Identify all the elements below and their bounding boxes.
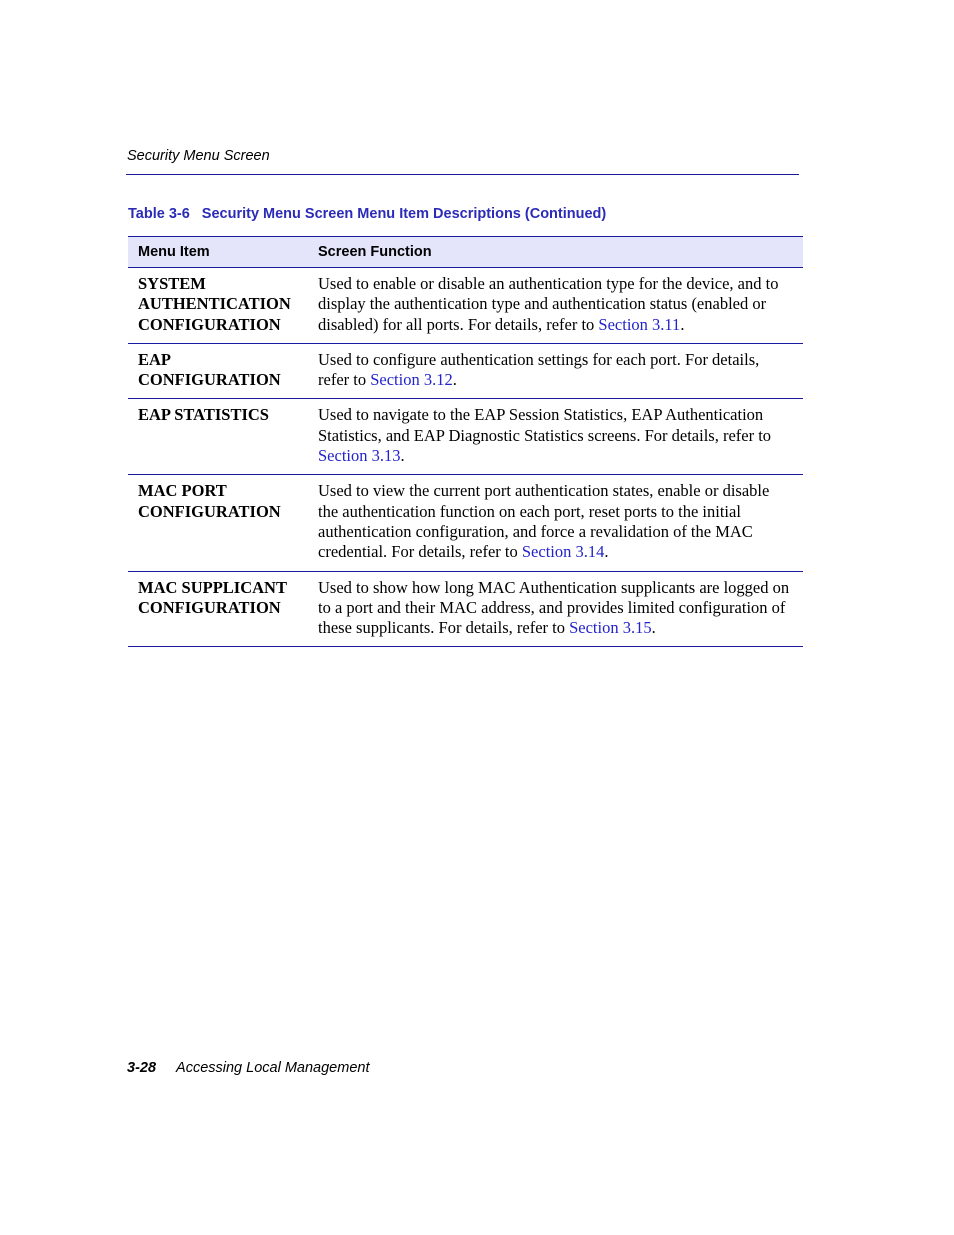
- chapter-title: Accessing Local Management: [176, 1060, 370, 1076]
- menu-item-line: EAP: [138, 349, 171, 369]
- menu-item-line: MAC PORT: [138, 481, 227, 501]
- section-link[interactable]: Section 3.11: [598, 314, 681, 334]
- function-suffix: .: [400, 446, 405, 466]
- section-link[interactable]: Section 3.15: [569, 618, 652, 638]
- page-number: 3-28: [127, 1060, 157, 1076]
- running-header: Security Menu Screen: [127, 148, 270, 164]
- screen-function-cell: [308, 268, 803, 344]
- section-link[interactable]: Section 3.14: [521, 542, 605, 562]
- section-link[interactable]: Section 3.12: [370, 370, 453, 390]
- menu-item-line: SYSTEM: [138, 274, 206, 293]
- table-row: [128, 475, 803, 571]
- function-text: Used to navigate to the EAP Session Statistics, EAP Authentication Statistics, and EAP Diagnostic Statistics screens. For details, refer to: [318, 405, 772, 445]
- menu-item-line: CONFIGURATION: [138, 501, 281, 521]
- table-row: [128, 571, 803, 647]
- column-header-screen-function: Screen Function: [308, 237, 803, 268]
- menu-item-line: CONFIGURATION: [138, 597, 281, 617]
- table-row: [128, 268, 803, 344]
- menu-item-cell: [128, 571, 308, 647]
- table-number: Table 3-6: [128, 206, 190, 222]
- column-header-menu-item: Menu Item: [128, 237, 308, 268]
- menu-item-cell: [128, 399, 308, 475]
- table-header-row: [128, 237, 803, 268]
- function-suffix: .: [604, 542, 609, 562]
- page-footer: [127, 1060, 369, 1076]
- function-suffix: .: [651, 618, 656, 638]
- screen-function-cell: [308, 399, 803, 475]
- menu-item-line: CONFIGURATION: [138, 370, 281, 390]
- table-row: [128, 343, 803, 399]
- description-table: [128, 236, 803, 647]
- menu-item-cell: [128, 343, 308, 399]
- function-suffix: .: [452, 370, 457, 390]
- menu-item-line: CONFIGURATION: [138, 314, 281, 334]
- function-text: Used to view the current port authentication states, enable or disable the authentication function on each port, reset ports to the initial authentication configuration, and force a revalidation of the MAC credential. For details, refer to: [318, 481, 770, 562]
- function-text: Used to configure authentication settings for each port. For details, refer to: [318, 349, 760, 390]
- screen-function-cell: [308, 571, 803, 647]
- menu-item-line: EAP STATISTICS: [138, 405, 269, 425]
- function-text: Used to enable or disable an authentication type for the device, and to display the authentication type and authentication status (enabled or disabled) for all ports. For details, refer to: [318, 274, 779, 334]
- header-rule: [126, 174, 799, 175]
- menu-item-line: MAC SUPPLICANT: [138, 577, 287, 597]
- table-title: Security Menu Screen Menu Item Descriptions (Continued): [201, 206, 607, 222]
- menu-item-cell: [128, 475, 308, 571]
- menu-item-line: AUTHENTICATION: [138, 294, 291, 314]
- table-row: [128, 399, 803, 475]
- function-suffix: .: [680, 314, 685, 334]
- section-link[interactable]: Section 3.13: [318, 446, 401, 466]
- screen-function-cell: [308, 475, 803, 571]
- screen-function-cell: [308, 343, 803, 399]
- menu-item-cell: [128, 268, 308, 344]
- table-caption: [128, 206, 606, 222]
- function-text: Used to show how long MAC Authentication supplicants are logged on to a port and their MAC address, and provides limited configuration of these supplicants. For details, refer to: [318, 577, 790, 638]
